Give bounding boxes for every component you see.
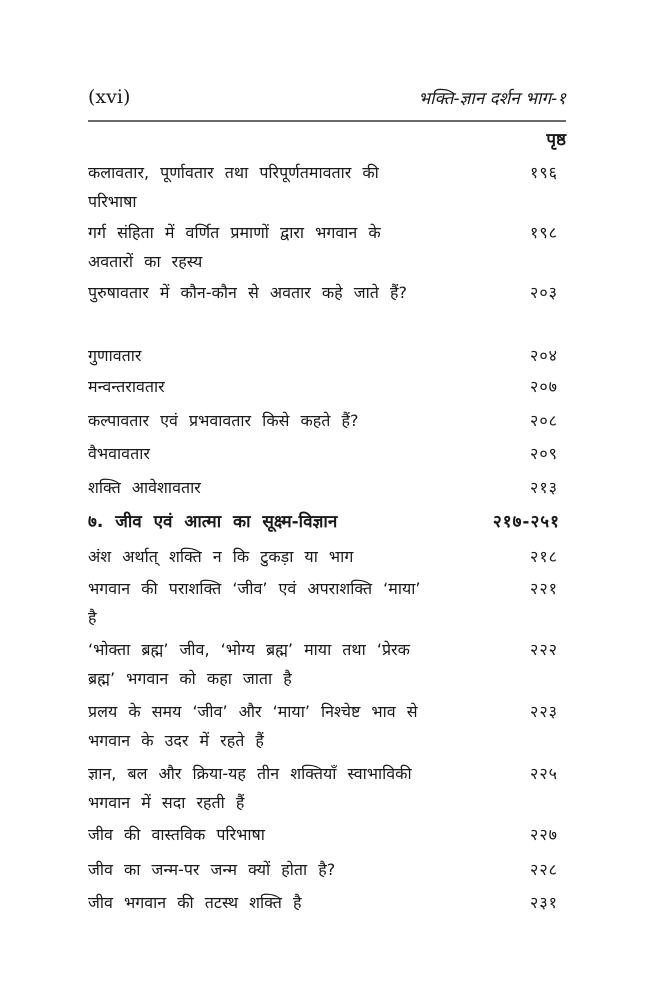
toc-entry-title: जीव की वास्तविक परिभाषा xyxy=(88,825,265,844)
toc-entry-page: २२२ xyxy=(530,640,558,659)
page-column-label: पृष्ठ xyxy=(546,130,566,150)
toc-entry-title: ‘भोक्ता ब्रह्म’ जीव, ‘भोग्य ब्रह्म’ माया तथा ‘प्रेरक ब्रह्म’ भगवान को कहा जाता है xyxy=(88,640,410,688)
toc-entry-page: २२१ xyxy=(530,579,558,598)
running-head xyxy=(88,86,566,112)
toc-entry-title: अंश अर्थात् शक्ति न कि टुकड़ा या भाग xyxy=(88,547,354,566)
toc-entry-page: १९८ xyxy=(530,223,558,242)
toc-entry-title: प्रलय के समय ‘जीव’ और ‘माया’ निश्चेष्ट भाव से भगवान के उदर में रहते हैं xyxy=(88,702,418,750)
book-page xyxy=(88,0,566,1000)
toc-entry-page: २०९ xyxy=(530,444,558,463)
book-title: भक्ति-ज्ञान दर्शन भाग-१ xyxy=(418,89,566,109)
toc-entry-title: मन्वन्तरावतार xyxy=(88,377,165,396)
toc-entry-page: २१३ xyxy=(530,478,558,497)
toc-entry-title: पुरुषावतार में कौन-कौन से अवतार कहे जाते हैं? xyxy=(88,283,407,302)
toc-entry-page: २०४ xyxy=(530,346,558,365)
toc-entry-page: २३१ xyxy=(530,893,558,912)
toc-chapter-title: ७. जीव एवं आत्मा का सूक्ष्म-विज्ञान xyxy=(88,512,338,532)
toc-entry-page: २०८ xyxy=(530,411,558,430)
toc-entry-title: गर्ग संहिता में वर्णित प्रमाणों द्वारा भगवान के अवतारों का रहस्य xyxy=(88,223,381,271)
toc-entry-page: २१८ xyxy=(530,547,558,566)
toc-entry-page: २२८ xyxy=(530,860,558,879)
toc-entry-title: वैभवावतार xyxy=(88,444,150,463)
toc-entry-title: कलावतार, पूर्णावतार तथा परिपूर्णतमावतार की परिभाषा xyxy=(88,163,379,211)
toc-entry-title: भगवान की पराशक्ति ‘जीव’ एवं अपराशक्ति ‘माया’ है xyxy=(88,579,421,627)
toc-entry-title: ज्ञान, बल और क्रिया-यह तीन शक्तियाँ स्वाभाविकी भगवान में सदा रहती हैं xyxy=(88,764,412,812)
toc-entry-title: शक्ति आवेशावतार xyxy=(88,478,201,497)
toc-entry-page: २०७ xyxy=(530,377,558,396)
toc-entry-title: गुणावतार xyxy=(88,346,142,365)
toc-entry-page: १९६ xyxy=(530,163,558,182)
toc-entry-page: २२५ xyxy=(530,764,558,783)
toc-entry-page: २०३ xyxy=(530,283,558,302)
toc-entry-title: कल्पावतार एवं प्रभवावतार किसे कहते हैं? xyxy=(88,411,359,430)
page-number: (xvi) xyxy=(88,86,131,108)
toc-entry-title: जीव भगवान की तटस्थ शक्ति है xyxy=(88,893,302,912)
toc-entry-page: २२३ xyxy=(530,702,558,721)
toc-chapter-page-range: २१७-२५१ xyxy=(492,512,560,532)
header-rule xyxy=(88,120,566,122)
toc-entry-page: २२७ xyxy=(530,825,558,844)
toc-entry-title: जीव का जन्म-पर जन्म क्यों होता है? xyxy=(88,860,336,879)
